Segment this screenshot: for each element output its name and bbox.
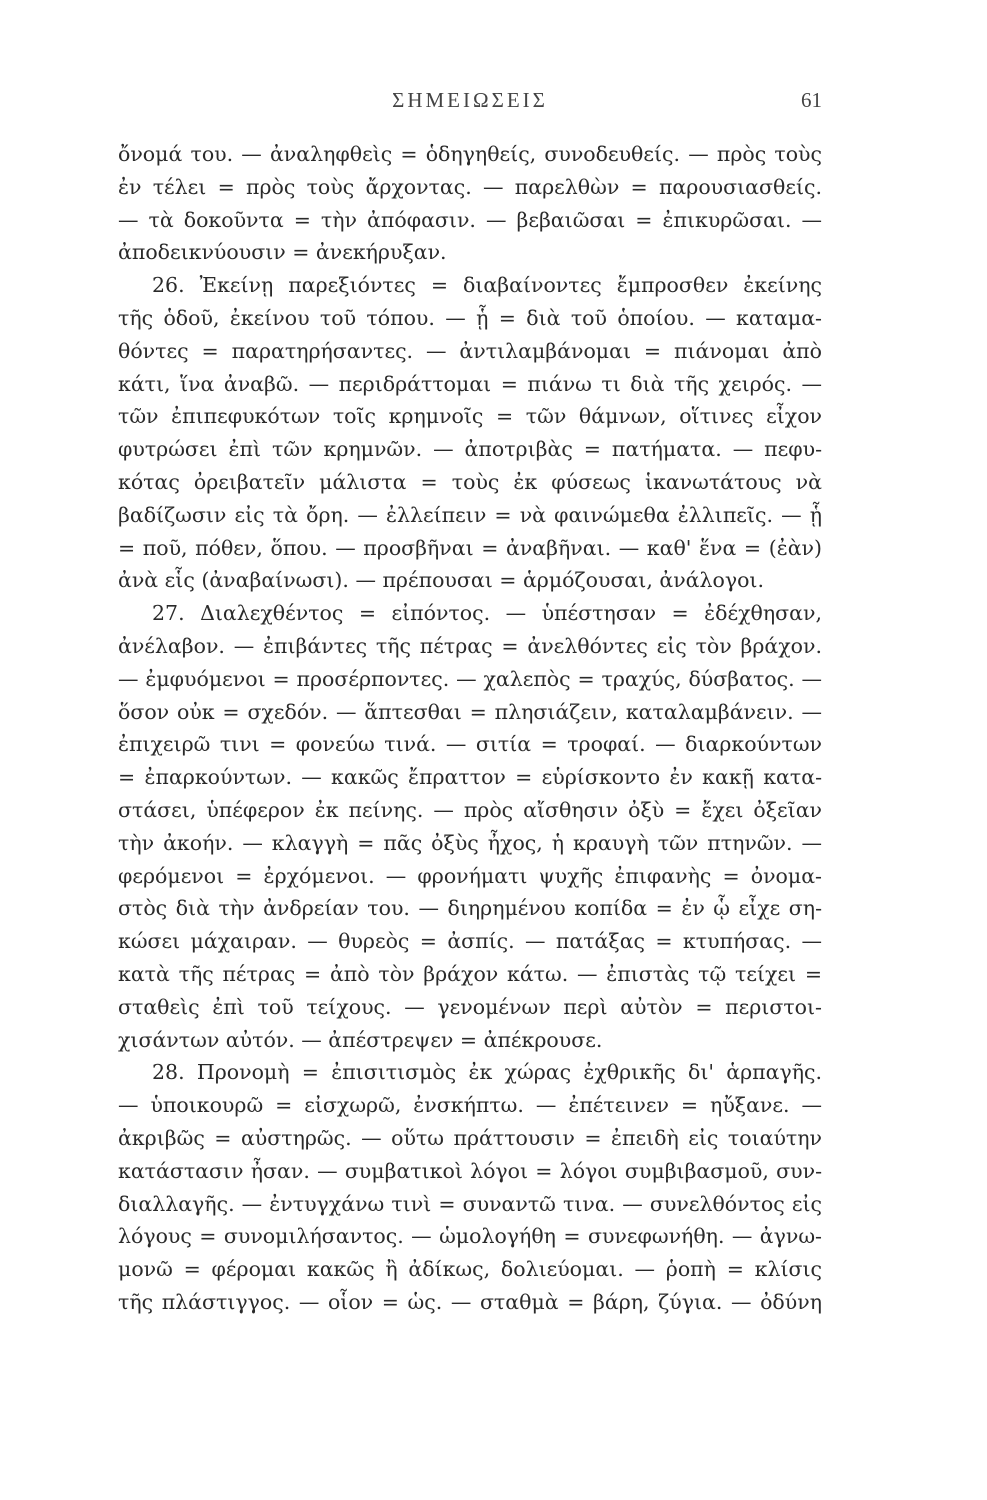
text-line: τῶν ἐπιπεφυκότων τοῖς κρημνοῖς = τῶν θάμνων, οἵτινες εἶχον bbox=[118, 404, 822, 429]
text-line: κατὰ τῆς πέτρας = ἀπὸ τὸν βράχον κάτω. — ἐπιστὰς τῷ τείχει = bbox=[118, 961, 822, 986]
text-line: ἀποδεικνύουσιν = ἀνεκήρυξαν. bbox=[118, 240, 447, 265]
text-line: — ἐμφυόμενοι = προσέρποντες. — χαλεπὸς = τραχύς, δύσβατος. — bbox=[118, 666, 822, 691]
note-27-start: 27. Διαλεχθέντος = εἰπόντος. — ὑπέστησαν = ἐδέχθησαν, bbox=[152, 601, 822, 626]
text-line: ἀνὰ εἷς (ἀναβαίνωσι). — πρέπουσαι = ἁρμόζουσαι, ἀνάλογοι. bbox=[118, 568, 764, 593]
text-line: τῆς ὁδοῦ, ἐκείνου τοῦ τόπου. — ᾗ = διὰ τοῦ ὁποίου. — καταμα- bbox=[118, 305, 822, 330]
text-line: θόντες = παρατηρήσαντες. — ἀντιλαμβάνομαι = πιάνομαι ἀπὸ bbox=[118, 338, 822, 363]
text-line: στάσει, ὑπέφερον ἐκ πείνης. — πρὸς αἴσθησιν ὀξὺ = ἔχει ὀξεῖαν bbox=[118, 797, 822, 822]
text-line: τὴν ἀκοήν. — κλαγγὴ = πᾶς ὀξὺς ἦχος, ἡ κραυγὴ τῶν πτηνῶν. — bbox=[118, 830, 822, 855]
text-line: ἐπιχειρῶ τινι = φονεύω τινά. — σιτία = τροφαί. — διαρκούντων bbox=[118, 732, 822, 757]
notes-text-body bbox=[118, 138, 822, 1319]
text-line: μονῶ = φέρομαι κακῶς ἢ ἀδίκως, δολιεύομαι. — ῥοπὴ = κλίσις bbox=[118, 1257, 822, 1282]
text-line: = ποῦ, πόθεν, ὅπου. — προσβῆναι = ἀναβῆναι. — καθ' ἕνα = (ἐὰν) bbox=[118, 535, 822, 560]
text-line: ἀκριβῶς = αὐστηρῶς. — οὕτω πράττουσιν = ἐπειδὴ εἰς τοιαύτην bbox=[118, 1125, 822, 1150]
text-line: τῆς πλάστιγγος. — οἷον = ὡς. — σταθμὰ = βάρη, ζύγια. — ὀδύνη bbox=[118, 1289, 822, 1314]
note-26-start: 26. Ἐκείνῃ παρεξιόντες = διαβαίνοντες ἔμπροσθεν ἐκείνης bbox=[152, 273, 822, 298]
text-line: λόγους = συνομιλήσαντος. — ὡμολογήθη = συνεφωνήθη. — ἀγνω- bbox=[118, 1224, 822, 1249]
text-line: — ὑποικουρῶ = εἰσχωρῶ, ἐνσκήπτω. — ἐπέτεινεν = ηὔξανε. — bbox=[118, 1093, 822, 1118]
text-line: ἐν τέλει = πρὸς τοὺς ἄρχοντας. — παρελθὼν = παρουσιασθείς. bbox=[118, 174, 822, 199]
text-line: φυτρώσει ἐπὶ τῶν κρημνῶν. — ἀποτριβὰς = πατήματα. — πεφυ- bbox=[118, 437, 822, 462]
text-line: φερόμενοι = ἐρχόμενοι. — φρονήματι ψυχῆς ἐπιφανὴς = ὀνομα- bbox=[118, 863, 822, 888]
text-line: ὄνομά του. — ἀναληφθεὶς = ὁδηγηθείς, συνοδευθείς. — πρὸς τοὺς bbox=[118, 142, 822, 166]
text-line: σταθεὶς ἐπὶ τοῦ τείχους. — γενομένων περὶ αὐτὸν = περιστοι- bbox=[118, 994, 822, 1019]
page-number: 61 bbox=[801, 88, 822, 112]
running-title: ΣΗΜΕΙΩΣΕΙΣ bbox=[392, 88, 548, 112]
note-28-start: 28. Προνομὴ = ἐπισιτισμὸς ἐκ χώρας ἐχθρικῆς δι' ἁρπαγῆς. bbox=[152, 1060, 822, 1085]
running-head bbox=[118, 88, 822, 118]
text-line: ἀνέλαβον. — ἐπιβάντες τῆς πέτρας = ἀνελθόντες εἰς τὸν βράχον. bbox=[118, 633, 822, 658]
text-line: κότας ὀρειβατεῖν μάλιστα = τοὺς ἐκ φύσεως ἱκανωτάτους νὰ bbox=[118, 469, 822, 494]
text-line: — τὰ δοκοῦντα = τὴν ἀπόφασιν. — βεβαιῶσαι = ἐπικυρῶσαι. — bbox=[118, 207, 822, 232]
text-line: κώσει μάχαιραν. — θυρεὸς = ἀσπίς. — πατάξας = κτυπήσας. — bbox=[118, 929, 822, 954]
text-line: κάτι, ἵνα ἀναβῶ. — περιδράττομαι = πιάνω τι διὰ τῆς χειρός. — bbox=[118, 371, 822, 396]
text-line: ὅσον οὐκ = σχεδόν. — ἅπτεσθαι = πλησιάζειν, καταλαμβάνειν. — bbox=[118, 699, 822, 724]
text-line: = ἐπαρκούντων. — κακῶς ἔπραττον = εὑρίσκοντο ἐν κακῇ κατα- bbox=[118, 765, 822, 790]
text-line: χισάντων αὐτόν. — ἀπέστρεψεν = ἀπέκρουσε. bbox=[118, 1027, 603, 1052]
text-line: κατάστασιν ἦσαν. — συμβατικοὶ λόγοι = λόγοι συμβιβασμοῦ, συν- bbox=[118, 1158, 822, 1183]
text-line: στὸς διὰ τὴν ἀνδρείαν του. — διηρημένου κοπίδα = ἐν ᾧ εἶχε ση- bbox=[118, 896, 822, 921]
text-line: διαλλαγῆς. — ἐντυγχάνω τινὶ = συναντῶ τινα. — συνελθόντος εἰς bbox=[118, 1191, 822, 1216]
text-line: βαδίζωσιν εἰς τὰ ὄρη. — ἐλλείπειν = νὰ φαινώμεθα ἐλλιπεῖς. — ᾗ bbox=[118, 502, 822, 527]
